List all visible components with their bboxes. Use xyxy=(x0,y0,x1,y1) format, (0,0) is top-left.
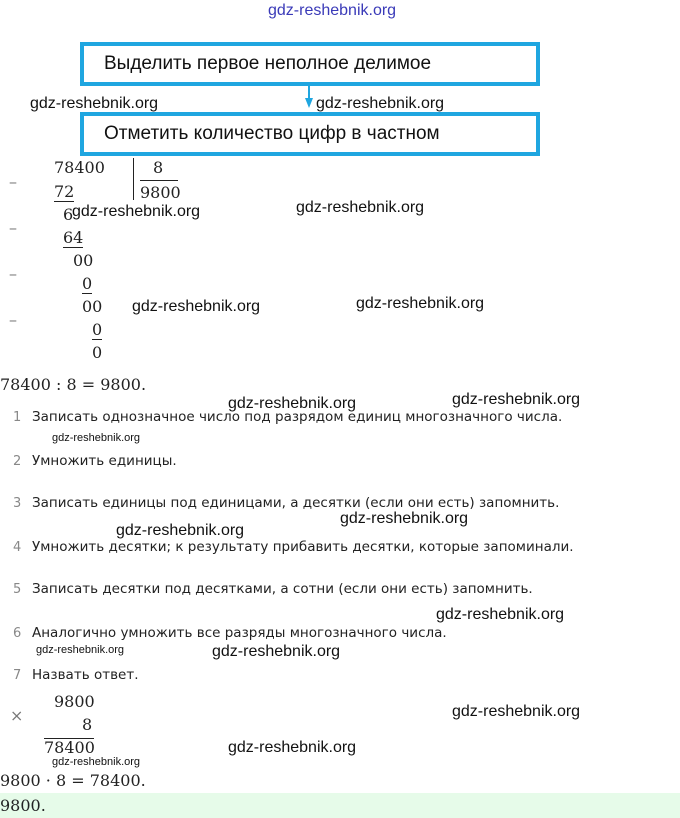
arrow-down-icon xyxy=(305,86,313,108)
minus-sign: – xyxy=(9,264,17,283)
step-partial: 00 xyxy=(82,297,103,316)
step-number: 7 xyxy=(13,668,22,683)
watermark: gdz-reshebnik.org xyxy=(212,643,341,660)
step-subtrahend: 64 xyxy=(63,228,84,247)
step-subtrahend: 0 xyxy=(92,320,103,339)
box2-label: Отметить количество цифр в частном xyxy=(104,123,440,144)
watermark: gdz-reshebnik.org xyxy=(452,703,581,720)
step-subtrahend: 0 xyxy=(82,274,93,293)
multiplicand: 9800 xyxy=(54,692,95,711)
watermark: gdz-reshebnik.org xyxy=(316,95,445,112)
minus-sign: – xyxy=(9,172,17,191)
product: 78400 xyxy=(44,738,95,757)
step-text: Записать единицы под единицами, а десятки (если они есть) запомнить. xyxy=(32,495,560,511)
step-partial: 6 xyxy=(63,205,74,224)
watermark: gdz-reshebnik.org xyxy=(436,606,565,623)
quotient: 9800 xyxy=(140,183,181,202)
box1-label: Выделить первое неполное делимое xyxy=(104,53,432,74)
watermark: gdz-reshebnik.org xyxy=(340,510,469,527)
step-number: 6 xyxy=(13,626,22,641)
watermark: gdz-reshebnik.org xyxy=(72,203,201,220)
watermark: gdz-reshebnik.org xyxy=(30,95,159,112)
dividend: 78400 xyxy=(54,158,105,177)
divisor: 8 xyxy=(153,158,164,177)
minus-sign: – xyxy=(9,218,17,237)
watermark: gdz-reshebnik.org xyxy=(52,432,141,444)
answer-bar xyxy=(0,793,680,818)
watermark: gdz-reshebnik.org xyxy=(116,522,245,539)
watermark: gdz-reshebnik.org xyxy=(228,395,357,412)
division-bar-vertical xyxy=(133,158,134,200)
watermark: gdz-reshebnik.org xyxy=(356,295,485,312)
division-bar-horizontal xyxy=(140,180,178,181)
step-text: Аналогично умножить все разряды многозначного числа. xyxy=(32,625,447,641)
watermark: gdz-reshebnik.org xyxy=(52,756,141,768)
multiply-sign: × xyxy=(10,706,24,725)
step-number: 1 xyxy=(13,410,22,425)
step-number: 2 xyxy=(13,454,22,469)
step-text: Умножить десятки; к результату прибавить десятки, которые запоминали. xyxy=(32,539,574,555)
watermark: gdz-reshebnik.org xyxy=(296,199,425,216)
watermark-top: gdz-reshebnik.org xyxy=(268,2,397,19)
equation-multiplication: 9800 · 8 = 78400. xyxy=(0,771,146,790)
box-first-partial-dividend xyxy=(80,42,540,86)
watermark: gdz-reshebnik.org xyxy=(36,644,125,656)
step-text: Назвать ответ. xyxy=(32,667,139,683)
watermark: gdz-reshebnik.org xyxy=(228,739,357,756)
step-number: 5 xyxy=(13,582,22,597)
box-quotient-digits xyxy=(80,112,540,156)
step-number: 4 xyxy=(13,540,22,555)
equation-division: 78400 : 8 = 9800. xyxy=(0,375,147,394)
step-partial: 00 xyxy=(73,251,94,270)
step-number: 3 xyxy=(13,496,22,511)
multiplier: 8 xyxy=(82,715,93,734)
watermark: gdz-reshebnik.org xyxy=(452,391,581,408)
step-text: Умножить единицы. xyxy=(32,453,177,469)
watermark: gdz-reshebnik.org xyxy=(132,298,261,315)
answer: 9800. xyxy=(0,796,46,815)
remainder: 0 xyxy=(92,343,103,362)
step-text: Записать однозначное число под разрядом единиц многозначного числа. xyxy=(32,409,563,425)
step-subtrahend: 72 xyxy=(54,182,75,201)
minus-sign: – xyxy=(9,310,17,329)
step-text: Записать десятки под десятками, а сотни (если они есть) запомнить. xyxy=(32,581,533,597)
